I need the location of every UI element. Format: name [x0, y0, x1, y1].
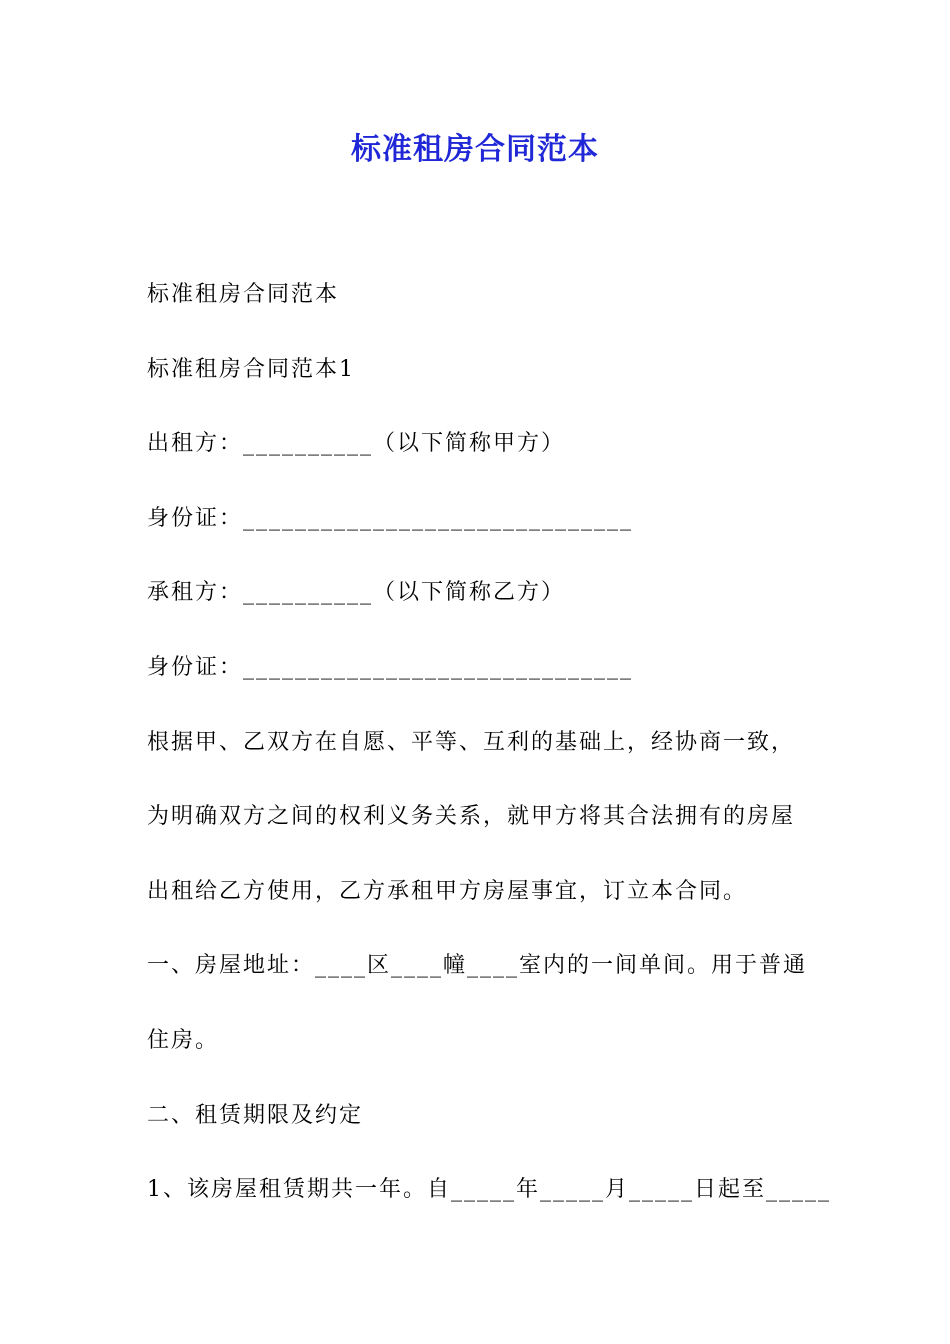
- clause-address-line-1: 一、房屋地址：____区____幢____室内的一间单间。用于普通: [147, 953, 808, 979]
- lessor-id-line: 身份证：______________________________: [147, 505, 634, 531]
- document-body: [147, 258, 831, 1228]
- lessee-line: 承租方：__________（以下简称乙方）: [147, 580, 566, 606]
- preamble-line-3: 出租给乙方使用，乙方承租甲方房屋事宜，订立本合同。: [147, 878, 748, 904]
- lessee-id-line: 身份证：______________________________: [147, 654, 634, 680]
- clause-term-heading: 二、租赁期限及约定: [147, 1102, 364, 1128]
- document-title: 标准租房合同范本: [351, 132, 599, 167]
- clause-term-line-1: 1、该房屋租赁期共一年。自_____年_____月_____日起至_____: [147, 1177, 831, 1203]
- section-heading-line: 标准租房合同范本1: [147, 356, 355, 382]
- lessor-line: 出租方：__________（以下简称甲方）: [147, 431, 566, 457]
- clause-address-line-2: 住房。: [147, 1027, 220, 1053]
- preamble-line-2: 为明确双方之间的权利义务关系，就甲方将其合法拥有的房屋: [147, 804, 796, 830]
- subtitle-line: 标准租房合同范本: [147, 282, 340, 307]
- preamble-line-1: 根据甲、乙双方在自愿、平等、互利的基础上，经协商一致，: [147, 729, 796, 755]
